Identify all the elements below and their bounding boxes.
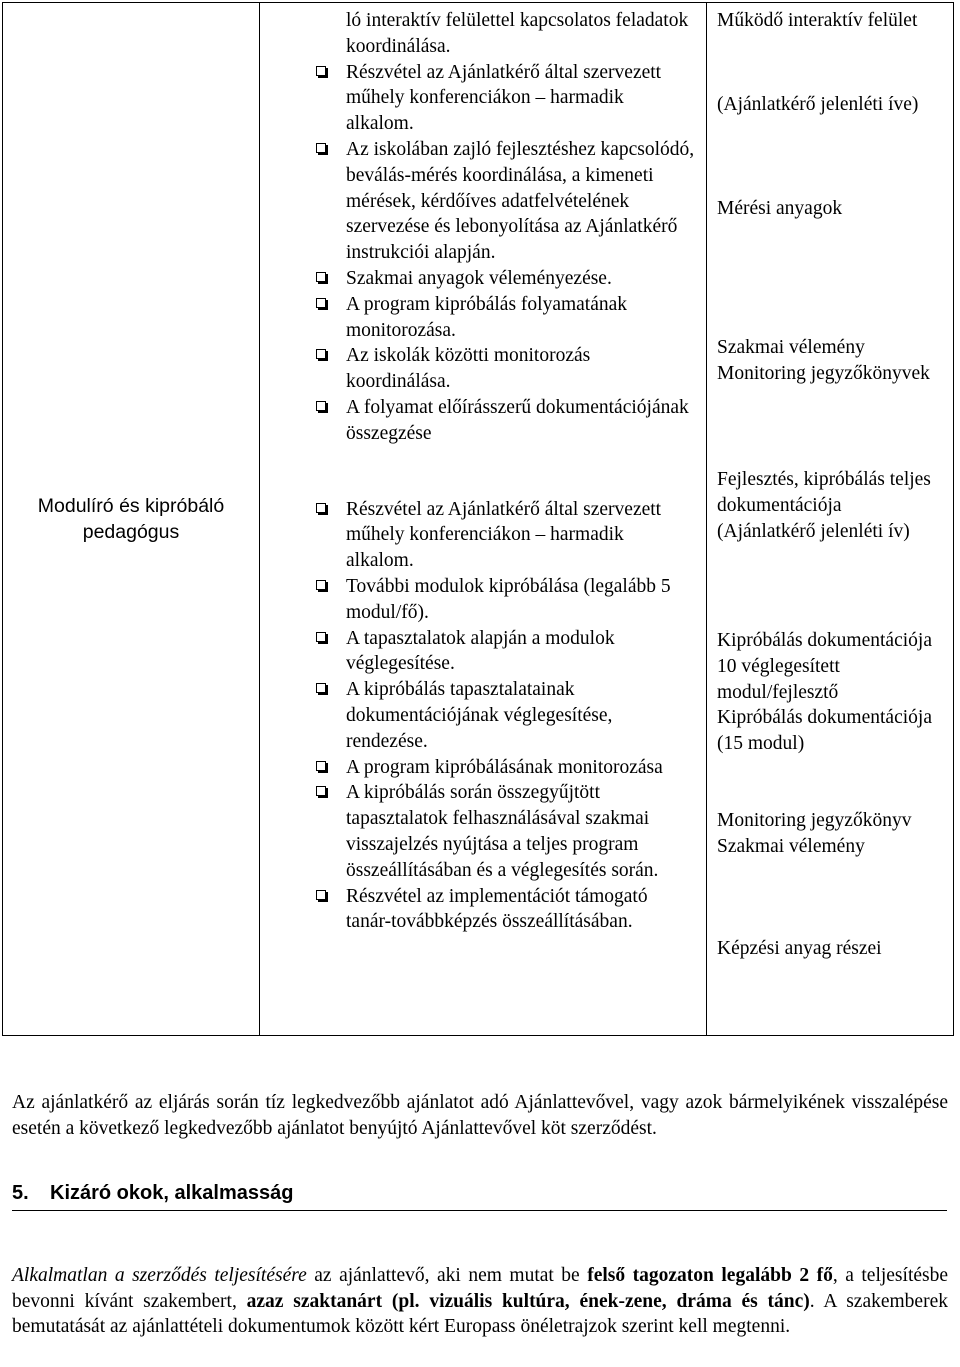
tasks-cell xyxy=(260,3,707,1036)
deliverable: Fejlesztés, kipróbálás teljes dokumentációja (Ajánlatkérő jelenléti ív) xyxy=(717,469,931,542)
emphasis-bold: felső tagozaton legalább 2 fő xyxy=(587,1265,833,1286)
task-item: Szakmai anyagok véleményezése. xyxy=(260,266,696,292)
deliverable: Kipróbálás dokumentációja 10 véglegesített modul/fejlesztő Kipróbálás dokumentációja (15 modul) xyxy=(717,630,932,755)
roles-table xyxy=(2,2,954,1036)
task-item: Részvétel az Ajánlatkérő által szervezett műhely konferenciákon – harmadik alkalom. xyxy=(260,497,696,574)
role-cell xyxy=(3,3,260,1036)
task-item: Az iskolában zajló fejlesztéshez kapcsolódó, beválás-mérés koordinálása, a kimeneti mérések, kérdőíves adatfelvételének szervezése és lebonyolítása az Ajánlatkérő instrukciói alapján. xyxy=(260,137,696,266)
task-item: A tapasztalatok alapján a modulok véglegesítése. xyxy=(260,626,696,678)
role-label: Modulíró és kipróbáló pedagógus xyxy=(37,495,225,543)
task-continuation: ló interaktív felülettel kapcsolatos feladatok koordinálása. xyxy=(346,10,689,57)
section-rule xyxy=(12,1210,947,1211)
deliverable: Mérési anyagok xyxy=(717,198,843,219)
deliverable: Szakmai vélemény Monitoring jegyzőkönyvek xyxy=(717,337,930,384)
deliverable: Monitoring jegyzőkönyv Szakmai vélemény xyxy=(717,810,912,857)
award-paragraph: Az ajánlatkérő az eljárás során tíz legkedvezőbb ajánlatot adó Ajánlattevővel, vagy azok bármelyikének visszalépése esetén a következő legkedvezőbb ajánlatot benyújtó Ajánlattevővel köt szerződést. xyxy=(12,1092,948,1139)
section-number: 5. xyxy=(12,1182,29,1204)
deliverable: Képzési anyag részei xyxy=(717,938,882,959)
section-title: Kizáró okok, alkalmasság xyxy=(50,1182,294,1204)
paragraph-text: . A szakemberek bemutatását az ajánlattételi dokumentumok között kért Europass önéletrajzok szerint kell megtenni. xyxy=(12,1290,948,1337)
section-heading xyxy=(12,1180,293,1206)
deliverables-list xyxy=(707,3,953,962)
task-item: További modulok kipróbálása (legalább 5 modul/fő). xyxy=(260,574,696,626)
task-item: A program kipróbálás folyamatának monitorozása. xyxy=(260,292,696,344)
exclusion-paragraph xyxy=(12,1263,948,1340)
emphasis-italic: Alkalmatlan a szerződés teljesítésére xyxy=(12,1265,307,1286)
task-item: A program kipróbálásának monitorozása xyxy=(260,755,696,781)
task-item: A kipróbálás tapasztalatainak dokumentációjának véglegesítése, rendezése. xyxy=(260,677,696,754)
deliverable: (Ajánlatkérő jelenléti íve) xyxy=(717,94,919,115)
task-list xyxy=(260,3,706,945)
deliverables-cell xyxy=(707,3,954,1036)
task-item: A kipróbálás során összegyűjtött tapasztalatok felhasználásával szakmai visszajelzés nyújtása a teljes program összeállításában és a véglegesítés során. xyxy=(260,780,696,883)
task-item: A folyamat előírásszerű dokumentációjának összegzése xyxy=(260,395,696,447)
task-item: Az iskolák közötti monitorozás koordinálása. xyxy=(260,343,696,395)
emphasis-bold: azaz szaktanárt (pl. vizuális kultúra, ének-zene, dráma és tánc) xyxy=(246,1290,810,1312)
task-item: Részvétel az Ajánlatkérő által szervezett műhely konferenciákon – harmadik alkalom. xyxy=(260,60,696,137)
task-item: Részvétel az implementációt támogató tanár-továbbképzés összeállításában. xyxy=(260,884,696,936)
paragraph-text: az ajánlattevő, aki nem mutat be xyxy=(306,1265,588,1286)
paragraph-text: , a teljesítésbe bevonni kívánt szakembert, xyxy=(12,1265,949,1312)
deliverable: Működő interaktív felület xyxy=(717,10,918,31)
